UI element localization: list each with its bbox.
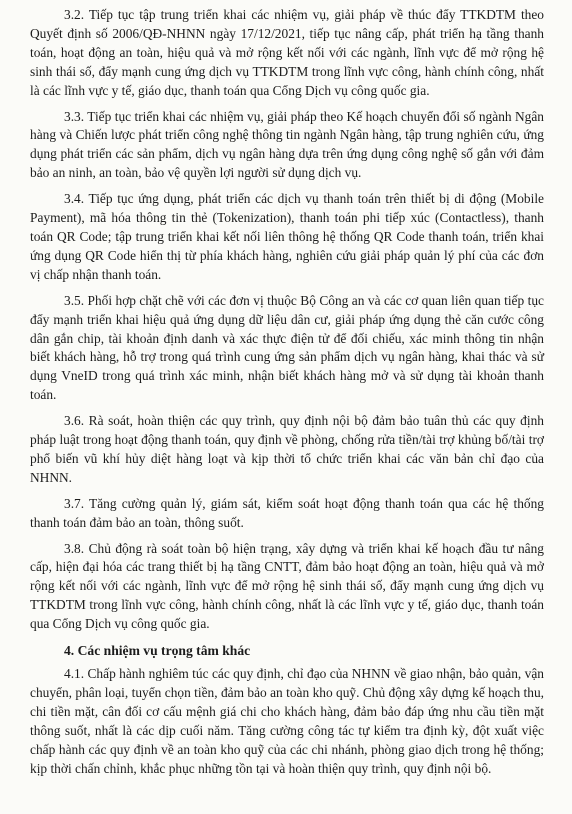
paragraph-3-2: 3.2. Tiếp tục tập trung triển khai các nhiệm vụ, giải pháp về thúc đẩy TTKDTM theo Quyết định số 2006/QĐ-NHNN ngày 17/12/2021, tiếp tục nâng cấp, phát triển hạ tầng thanh toán, hoạt động an toàn, hiệu quả và mở rộng kết nối với các ngành, lĩnh vực để mở rộng hệ sinh thái số, đẩy mạnh cung ứng dịch vụ TTKDTM trong lĩnh vực công, hành chính công, nhất là các lĩnh vực y tế, giáo dục, thanh toán qua Cổng Dịch vụ công quốc gia.: [30, 7, 544, 98]
paragraph-3-5: 3.5. Phối hợp chặt chẽ với các đơn vị thuộc Bộ Công an và các cơ quan liên quan tiếp tục đẩy mạnh triển khai hiệu quả ứng dụng dữ liệu dân cư, giải pháp ứng dụng thẻ căn cước công dân gắn chip, tài khoản định danh và xác thực điện tử để đối chiếu, xác minh thông tin nhận biết khách hàng, hỗ trợ trong quá trình cung ứng sản phẩm dịch vụ ngân hàng, khai thác và sử dụng VneID trong quá trình xác minh, nhận biết khách hàng mở và sử dụng tài khoản thanh toán.: [30, 292, 544, 403]
section-heading: 4. Các nhiệm vụ trọng tâm khác: [64, 643, 251, 659]
paragraph-3-4: 3.4. Tiếp tục ứng dụng, phát triển các dịch vụ thanh toán trên thiết bị di động (Mobile Payment), mã hóa thông tin thẻ (Tokenization), thanh toán phi tiếp xúc (Contactless), thanh toán QR Code; tập trung triển khai kết nối liên thông hệ thống QR Code thanh toán, triển khai ứng dụng QR Code hiển thị từ phía khách hàng, nghiên cứu giải pháp quản lý phí của các đơn vị chấp nhận thanh toán.: [30, 191, 544, 282]
paragraph-3-8: 3.8. Chủ động rà soát toàn bộ hiện trạng, xây dựng và triển khai kế hoạch đầu tư nâng cấp, hiện đại hóa các trang thiết bị hạ tầng CNTT, đảm bảo hoạt động an toàn, hiệu quả và mở rộng kết nối với các ngành, lĩnh vực để mở rộng hệ sinh thái số, đẩy mạnh cung ứng dịch vụ TTKDTM trong lĩnh vực công, hành chính công, nhất là các lĩnh vực y tế, giáo dục, thanh toán qua Cổng Dịch vụ công quốc gia.: [30, 540, 544, 632]
paragraph-3-3: 3.3. Tiếp tục triển khai các nhiệm vụ, giải pháp theo Kế hoạch chuyển đổi số ngành Ngân hàng và Chiến lược phát triển công nghệ thông tin ngành Ngân hàng, tập trung nghiên cứu, ứng dụng phát triển các sản phẩm, dịch vụ ngân hàng dựa trên ứng dụng công nghệ số gắn với đảm bảo an ninh, an toàn, bảo vệ quyền lợi người sử dụng dịch vụ.: [30, 108, 544, 181]
paragraph-3-7: 3.7. Tăng cường quản lý, giám sát, kiểm soát hoạt động thanh toán qua các hệ thống thanh toán đảm bảo an toàn, thông suốt.: [30, 495, 544, 530]
paragraph-4-1: 4.1. Chấp hành nghiêm túc các quy định, chỉ đạo của NHNN về giao nhận, bảo quản, vận chuyển, phân loại, tuyển chọn tiền, đảm bảo an toàn kho quỹ. Chủ động xây dựng kế hoạch thu, chi tiền mặt, cân đối cơ cấu mệnh giá chi cho khách hàng, đảm bảo đáp ứng nhu cầu tiền mặt thông suốt, nhất là các dịp cuối năm. Tăng cường công tác tự kiểm tra định kỳ, đột xuất việc chấp hành các quy định về an toàn kho quỹ của các chi nhánh, phòng giao dịch trong hệ thống; kịp thời chấn chỉnh, khắc phục những tồn tại và hoàn thiện quy trình, quy định nội bộ.: [30, 666, 544, 776]
paragraph-3-6: 3.6. Rà soát, hoàn thiện các quy trình, quy định nội bộ đảm bảo tuân thủ các quy định pháp luật trong hoạt động thanh toán, quy định về phòng, chống rửa tiền/tài trợ khủng bố/tài trợ phổ biến vũ khí hủy diệt hàng loạt và kịp thời tổ chức triển khai các văn bản chỉ đạo của NHNN.: [30, 413, 544, 485]
